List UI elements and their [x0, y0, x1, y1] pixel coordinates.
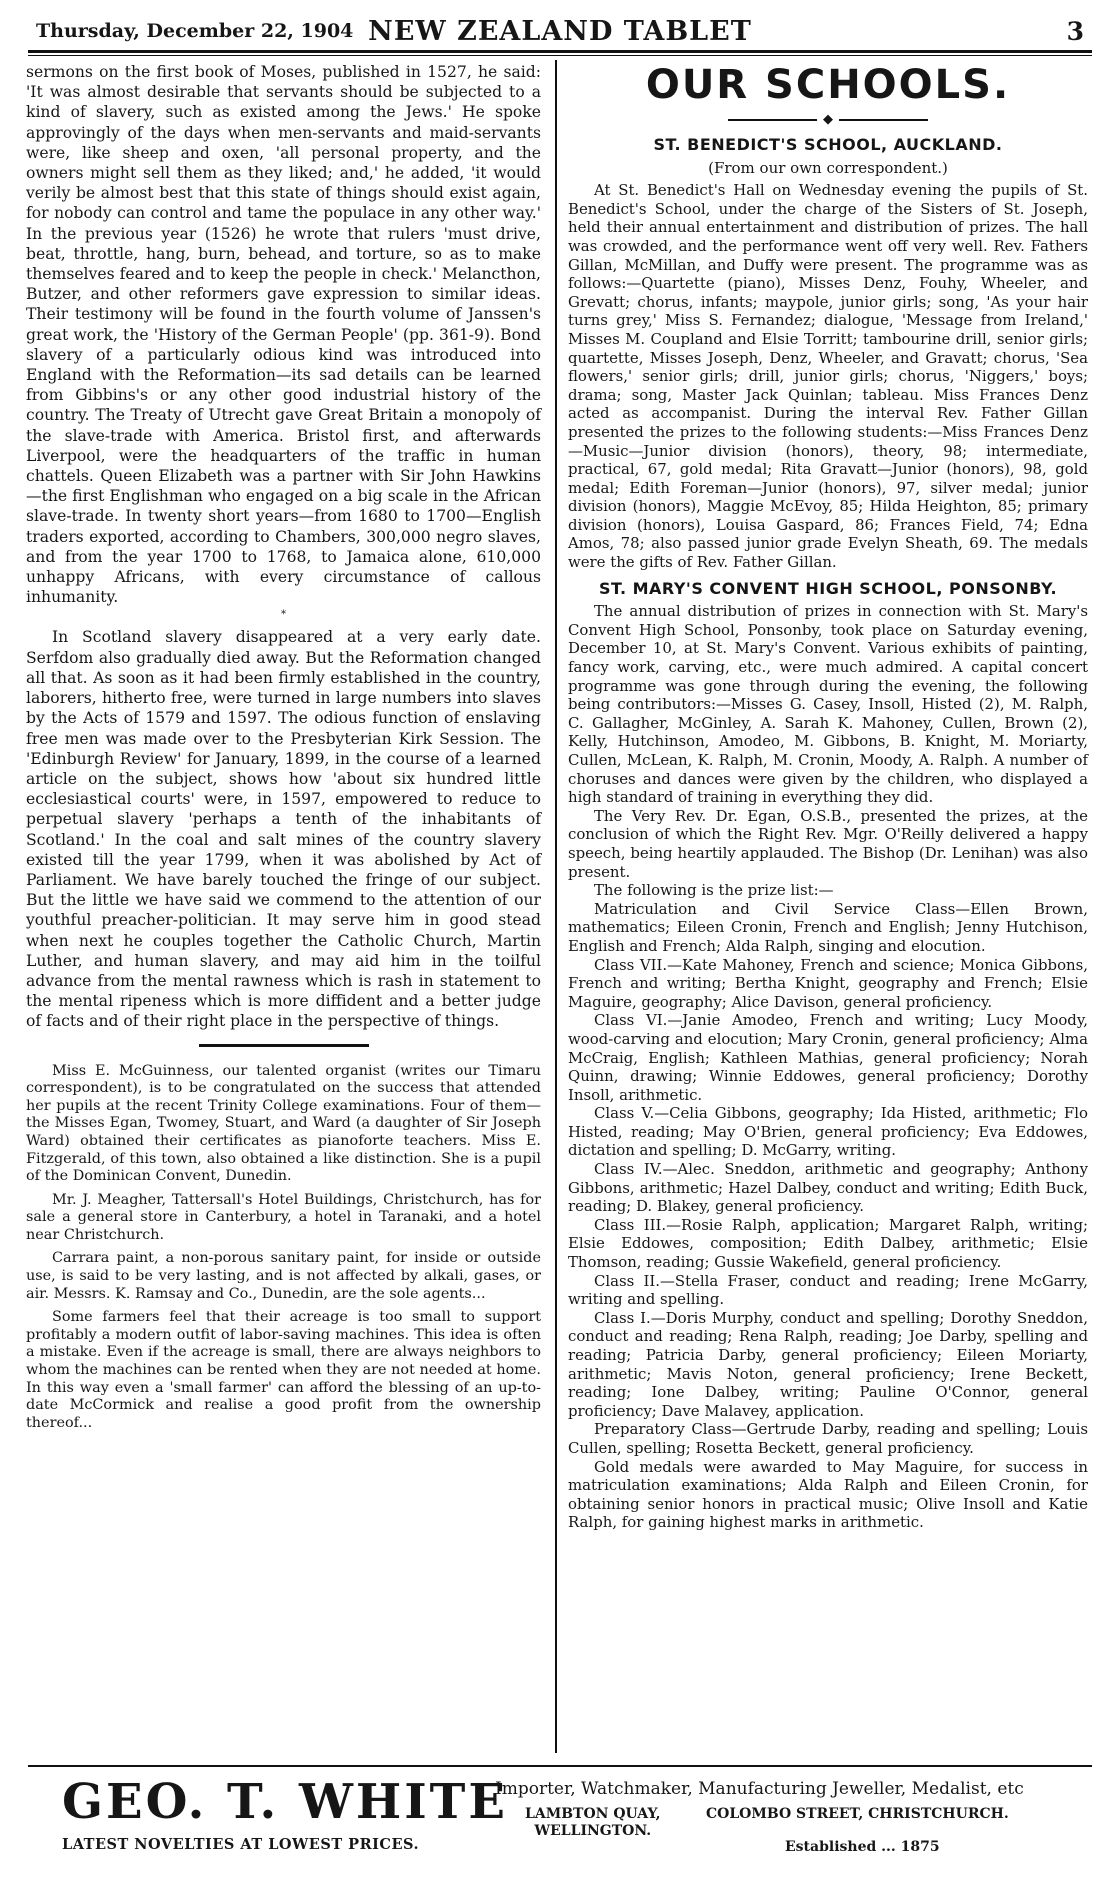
- prize-list-item: Class I.—Doris Murphy, conduct and spelling; Dorothy Sneddon, conduct and reading; Rena Ralph, reading; Joe Darby, spelling and reading; Patricia Darby, general proficiency; Eileen Moriarty, arithmetic; Mavis Noton, general proficiency; Irene Beckett, reading; Ione Dalbey, writing; Pauline O'Connor, general proficiency; Dave Malavey, application.: [568, 1308, 1093, 1420]
- prize-list-item: Preparatory Class—Gertrude Darby, reading and spelling; Louis Cullen, spelling; Rosetta Beckett, general proficiency.: [568, 1420, 1093, 1457]
- luther-slavery-paragraph: sermons on the first book of Moses, published in 1527, he said: 'It was almost desirable that servants should be subjected to a kind of slavery, such as existed among the Jews.' He spoke approvingly of the days when men-servants and maid-servants were, like sheep and oxen, 'all personal property, and the owners might sell them as they liked; and,' he added, 'it would verily be almost best that this state of things should exist again, for nobody can control and tame the populace in any other way.' In the previous year (1526) he wrote that rulers 'must drive, beat, throttle, hang, burn, behead, and torture, so as to make themselves feared and to keep the people in check.' Melancthon, Butzer, and other reformers gave expression to similar ideas. Their testimony will be found in the fourth volume of Janssen's great work, the 'History of the German People' (pp. 361-9). Bond slavery of a particularly odious kind was introduced into England with the Reformation—its sad details can be learned from Gibbins's or any other good industrial history of the country. The Treaty of Utrecht gave Great Britain a monopoly of the slave-trade with America. Bristol first, and afterwards Liverpool, were the headquarters of the traffic in human chattels. Queen Elizabeth was a partner with Sir John Hawkins—the first Englishman who engaged on a big scale in the African slave-trade. In twenty short years—from 1680 to 1700—English traders exported, according to Chambers, 300,000 negro slaves, and from the year 1700 to 1768, to Jamaica alone, 610,000 unhappy Africans, with every circumstance of callous inhumanity.: [26, 63, 546, 607]
- organist-note: Miss E. McGuinness, our talented organist (writes our Timaru correspondent), is to be congratulated on the success that attended her pupils at the recent Trinity College examinations. Four of them—the Misses Egan, Twomey, Stuart, and Ward (a daughter of Sir Joseph Ward) obtained their certificates as pianoforte teachers. Miss E. Fitzgerald, of this town, also obtained a like distinction. She is a pupil of the Dominican Convent, Dunedin.: [26, 1062, 546, 1185]
- footer-rule: [28, 1765, 1092, 1767]
- farmers-note: Some farmers feel that their acreage is too small to support profitably a modern outfit of labor-saving machines. This idea is often a mistake. Even if the acreage is small, there are always neighbors to whom the machines can be rented when they are not needed at home. In this way even a 'small farmer' can afford the blessing of an up-to-date McCormick and realise a good profit from the ownership thereof...: [26, 1309, 546, 1431]
- st-marys-paragraph: The following is the prize list:—: [594, 881, 834, 900]
- prize-list-item: Matriculation and Civil Service Class—Ellen Brown, mathematics; Eileen Cronin, French and English; Jenny Hutchison, English and French; Alda Ralph, singing and elocution.: [568, 899, 1093, 955]
- article-byline: (From our own correspondent.): [708, 158, 948, 177]
- right-column: [568, 62, 1093, 1754]
- scotland-slavery-paragraph: In Scotland slavery disappeared at a very early date. Serfdom also gradually died away. But the Reformation changed all that. As soon as it had been firmly established in the country, laborers, hitherto free, were turned in large numbers into slaves by the Acts of 1579 and 1597. The odious function of enslaving free men was made over to the Presbyterian Kirk Session. The 'Edinburgh Review' for January, 1899, in the course of a learned article on the subject, shows how 'about six hundred little ecclesiastical courts' were, in 1597, empowered to reduce to perpetual slavery 'perhaps a tenth of the inhabitants of Scotland.' In the coal and salt mines of the country slavery existed till the year 1799, when it was abolished by Act of Parliament. We have barely touched the fringe of our subject. But the little we have said we commend to the attention of our youthful preacher-politician. It may serve him in good stead when next he couples together the Catholic Church, Martin Luther, and human slavery, and may aid him in the toilful advance from the mental rawness which is rash in statement to the mental ripeness which is more diffident and a better judge of facts and of their right place in the perspective of things.: [26, 628, 546, 1031]
- left-column: [26, 62, 546, 1754]
- established-year: Established ... 1875: [785, 1839, 940, 1855]
- prize-list-item: Class VI.—Janie Amodeo, French and writing; Lucy Moody, wood-carving and elocution; Mary Cronin, general proficiency; Alma McCraig, English; Kathleen Mathias, general proficiency; Norah Quinn, drawing; Winnie Eddowes, general proficiency; Dorothy Insoll, arithmetic.: [568, 1011, 1093, 1104]
- ornament-rule: [728, 112, 928, 128]
- section-star: *: [281, 609, 286, 621]
- address-line: WELLINGTON.: [534, 1823, 652, 1839]
- page-number: 3: [1066, 17, 1084, 46]
- masthead-title: NEW ZEALAND TABLET: [368, 16, 752, 47]
- article-title-st-benedicts: ST. BENEDICT'S SCHOOL, AUCKLAND.: [653, 135, 1003, 154]
- address-line: LAMBTON QUAY,: [525, 1806, 661, 1822]
- gold-medals-paragraph: Gold medals were awarded to May Maguire, for success in matriculation examinations; Alda Ralph and Eileen Cronin, for obtaining senior honors in practical music; Olive Insoll and Katie Ralph, for gaining highest marks in arithmetic.: [568, 1457, 1093, 1532]
- prize-list-item: Class V.—Celia Gibbons, geography; Ida Histed, arithmetic; Flo Histed, reading; May O'Brien, general proficiency; Eva Eddowes, dictation and spelling; D. McGarry, writing.: [568, 1104, 1093, 1160]
- prize-list-item: Class IV.—Alec. Sneddon, arithmetic and geography; Anthony Gibbons, arithmetic; Hazel Dalbey, conduct and writing; Edith Buck, reading; D. Blakey, general proficiency.: [568, 1160, 1093, 1216]
- issue-date: Thursday, December 22, 1904: [36, 20, 354, 42]
- christchurch-address: COLOMBO STREET, CHRISTCHURCH.: [706, 1806, 1009, 1822]
- st-benedicts-body: At St. Benedict's Hall on Wednesday evening the pupils of St. Benedict's School, under the charge of the Sisters of St. Joseph, held their annual entertainment and distribution of prizes. The hall was crowded, and the performance went off very well. Rev. Fathers Gillan, McMillan, and Duffy were present. The programme was as follows:—Quartette (piano), Misses Denz, Fouhy, Wheeler, and Grevatt; chorus, infants; maypole, junior girls; song, 'As your hair turns grey,' Miss S. Fernandez; dialogue, 'Message from Ireland,' Misses M. Coupland and Elsie Torritt; tambourine drill, senior girls; quartette, Misses Joseph, Denz, Wheeler, and Gravatt; chorus, 'Sea flowers,' senior girls; drill, junior girls; chorus, 'Niggers,' boys; drama; song, Master Jack Quinlan; tableau. Miss Frances Denz acted as accompanist. During the interval Rev. Father Gillan presented the prizes to the following students:—Miss Frances Denz—Music—Junior division (honors), theory, 98; intermediate, practical, 67, gold medal; Rita Gravatt—Junior (honors), 98, gold medal; Edith Foreman—Junior (honors), 97, silver medal; junior division (honors), Maggie McEvoy, 85; Hilda Heighton, 85; primary division (honors), Louisa Gaspard, 86; Frances Field, 74; Edna Amos, 78; also passed junior grade Evelyn Sheath, 69. The medals were the gifts of Rev. Father Gillan.: [568, 181, 1093, 572]
- column-divider: [555, 60, 557, 1753]
- advertiser-name: GEO. T. WHITE: [62, 1774, 508, 1830]
- prize-list-item: Class VII.—Kate Mahoney, French and science; Monica Gibbons, French and writing; Bertha Knight, geography and French; Elsie Maguire, geography; Alice Davison, general proficiency.: [568, 955, 1093, 1011]
- header-rule-thin: [28, 55, 1092, 56]
- prize-list-item: Class II.—Stella Fraser, conduct and reading; Irene McGarry, writing and spelling.: [568, 1271, 1093, 1309]
- article-title-st-marys: ST. MARY'S CONVENT HIGH SCHOOL, PONSONBY.: [598, 578, 1058, 598]
- st-marys-paragraph: The annual distribution of prizes in connection with St. Mary's Convent High School, Ponsonby, took place on Saturday evening, December 10, at St. Mary's Convent. Various exhibits of painting, fancy work, carving, etc., were much admired. A capital concert programme was gone through during the evening, the following being contributors:—Misses G. Casey, Insoll, Histed (2), M. Ralph, C. Gallagher, McGinley, A. Sarah K. Mahoney, Cullen, Brown (2), Kelly, Hutchinson, Amodeo, M. Gibbons, B. Knight, M. Moriarty, Cullen, McLean, K. Ralph, M. Cronin, Moody, A. Ralph. A number of choruses and dances were given by the children, who displayed a high standard of training in everything they did.: [568, 602, 1093, 807]
- wellington-address: [525, 1806, 661, 1840]
- section-title: OUR SCHOOLS.: [645, 62, 1011, 108]
- advertiser-description: Importer, Watchmaker, Manufacturing Jeweller, Medalist, etc: [495, 1779, 1024, 1799]
- st-marys-paragraph: The Very Rev. Dr. Egan, O.S.B., presented the prizes, at the conclusion of which the Right Rev. Mgr. O'Reilly delivered a happy speech, being heartily applauded. The Bishop (Dr. Lenihan) was also present.: [568, 806, 1093, 881]
- diamond-icon: ◆: [817, 112, 839, 128]
- news-notes: [26, 1062, 546, 1433]
- header-rule: [28, 50, 1092, 53]
- advertiser-slogan: LATEST NOVELTIES AT LOWEST PRICES.: [62, 1836, 419, 1853]
- paint-note: Carrara paint, a non-porous sanitary paint, for inside or outside use, is said to be very lasting, and is not affected by alkali, gases, or air. Messrs. K. Ramsay and Co., Dunedin, are the sole agents...: [26, 1250, 546, 1302]
- prize-list-item: Class III.—Rosie Ralph, application; Margaret Ralph, writing; Elsie Eddowes, composition; Edith Dalbey, arithmetic; Elsie Thomson, reading; Gussie Wakefield, general proficiency.: [568, 1215, 1093, 1272]
- column-separator: [199, 1044, 369, 1047]
- page-header: [28, 14, 1092, 50]
- hotel-sale-note: Mr. J. Meagher, Tattersall's Hotel Buildings, Christchurch, has for sale a general store in Canterbury, a hotel in Taranaki, and a hotel near Christchurch.: [26, 1191, 546, 1243]
